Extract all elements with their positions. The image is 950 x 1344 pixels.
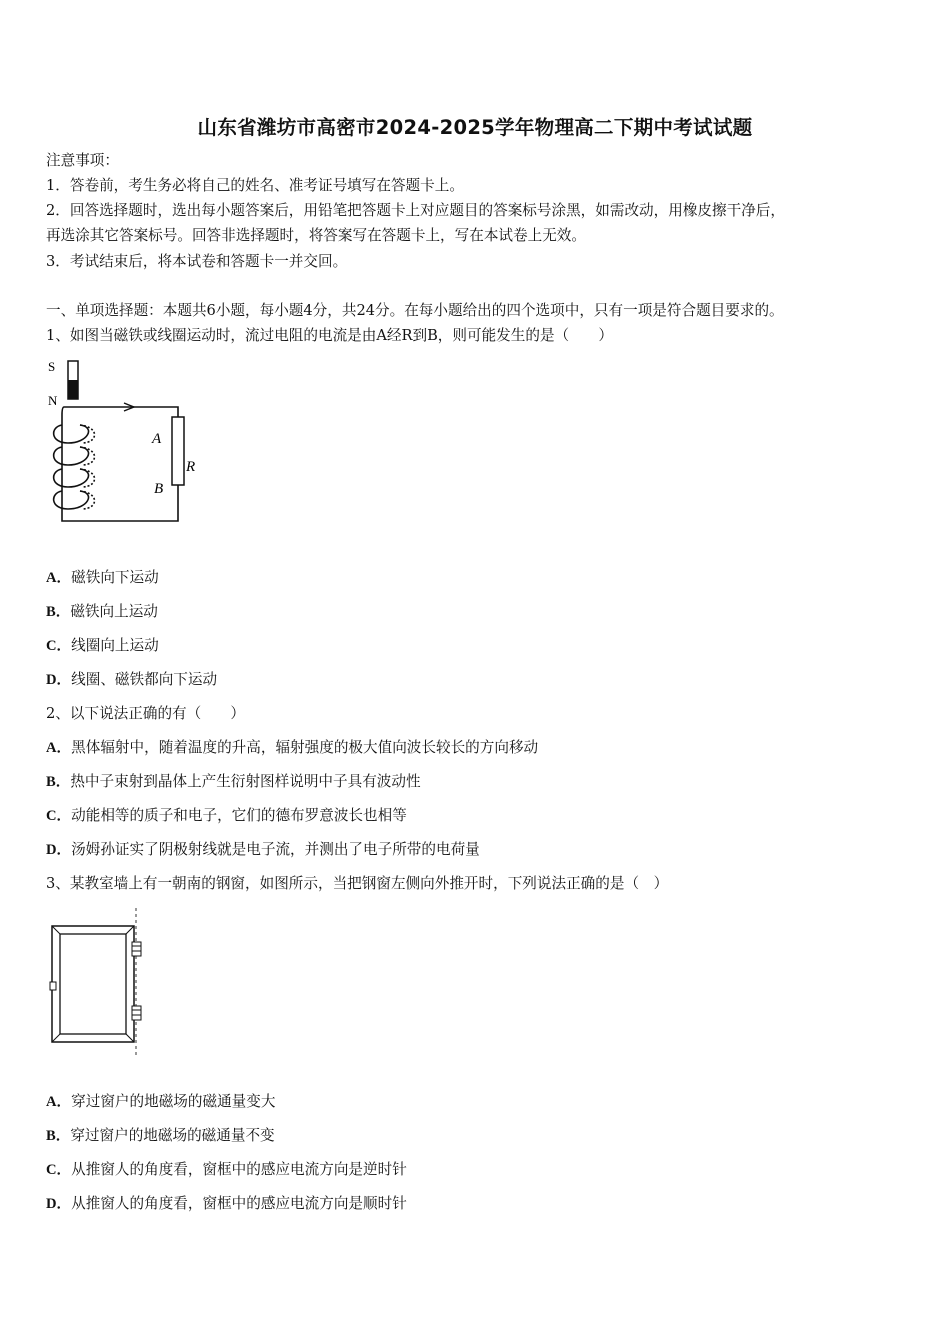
question-2-stem: 2、以下说法正确的有（ ） (46, 705, 246, 722)
option-letter: A． (46, 570, 72, 586)
hinge-icon (132, 942, 141, 956)
option (46, 1159, 906, 1181)
point-a-label: A (152, 431, 162, 447)
option (46, 839, 906, 861)
option (46, 805, 906, 827)
option (46, 669, 906, 691)
option-letter: D． (46, 672, 72, 688)
option-text: 线圈向上运动 (71, 637, 159, 654)
option-letter: C． (46, 638, 72, 654)
option-text: 磁铁向下运动 (71, 569, 159, 586)
steel-window-figure (44, 906, 154, 1058)
option (46, 771, 906, 793)
option-text: 动能相等的质子和电子，它们的德布罗意波长也相等 (71, 807, 407, 824)
option-text: 穿过窗户的地磁场的磁通量不变 (70, 1127, 275, 1144)
option (46, 1091, 906, 1113)
resistor-r-label: R (186, 459, 196, 475)
option-text: 热中子束射到晶体上产生衍射图样说明中子具有波动性 (70, 773, 421, 790)
hinge-icon (132, 1006, 141, 1020)
option-letter: A． (46, 740, 72, 756)
point-b-label: B (154, 481, 164, 497)
option (46, 635, 906, 657)
magnet-coil-circuit-figure (40, 355, 200, 530)
option-text: 穿过窗户的地磁场的磁通量变大 (71, 1093, 276, 1110)
page-title: 山东省潍坊市高密市2024-2025学年物理高二下期中考试试题 (197, 116, 753, 139)
option (46, 567, 906, 589)
question-1-stem: 1、如图当磁铁或线圈运动时，流过电阻的电流是由A经R到B，则可能发生的是（ ） (46, 327, 613, 344)
option-letter: B． (46, 604, 71, 620)
option-letter: B． (46, 774, 71, 790)
window-handle-icon (50, 982, 56, 990)
option-text: 线圈、磁铁都向下运动 (71, 671, 218, 688)
option-letter: C． (46, 1162, 72, 1178)
section-heading: 一、单项选择题：本题共6小题，每小题4分，共24分。在每小题给出的四个选项中，只有一项是符合题目要求的。 (46, 302, 784, 319)
option (46, 737, 906, 759)
notice-item: 1．答卷前，考生务必将自己的姓名、准考证号填写在答题卡上。 (46, 177, 464, 194)
notice-item: 3．考试结束后，将本试卷和答题卡一并交回。 (46, 253, 348, 270)
window-frame (52, 926, 134, 1042)
notice-item: 再选涂其它答案标号。回答非选择题时，将答案写在答题卡上，写在本试卷上无效。 (46, 227, 586, 244)
option-letter: D． (46, 1196, 72, 1212)
option (46, 1125, 906, 1147)
option-letter: A． (46, 1094, 72, 1110)
option-text: 从推窗人的角度看，窗框中的感应电流方向是逆时针 (71, 1161, 407, 1178)
option-text: 汤姆孙证实了阴极射线就是电子流，并测出了电子所带的电荷量 (71, 841, 480, 858)
magnet-s-label: S (48, 359, 56, 374)
option (46, 601, 906, 623)
notice-item: 2．回答选择题时，选出每小题答案后，用铅笔把答题卡上对应题目的答案标号涂黑，如需改动，用橡皮擦干净后， (46, 202, 785, 219)
option-text: 从推窗人的角度看，窗框中的感应电流方向是顺时针 (71, 1195, 407, 1212)
option-letter: C． (46, 808, 72, 824)
option-text: 磁铁向上运动 (70, 603, 158, 620)
option-letter: D． (46, 842, 72, 858)
notice-heading: 注意事项： (46, 152, 119, 169)
option (46, 1193, 906, 1215)
bar-magnet (68, 361, 78, 399)
question-3-stem: 3、某教室墙上有一朝南的钢窗，如图所示，当把钢窗左侧向外推开时，下列说法正确的是（ ） (46, 875, 669, 892)
magnet-n-label: N (48, 393, 58, 408)
coil-circuit (54, 407, 178, 521)
resistor (172, 417, 184, 485)
option-letter: B． (46, 1128, 71, 1144)
option-text: 黑体辐射中，随着温度的升高，辐射强度的极大值向波长较长的方向移动 (71, 739, 539, 756)
